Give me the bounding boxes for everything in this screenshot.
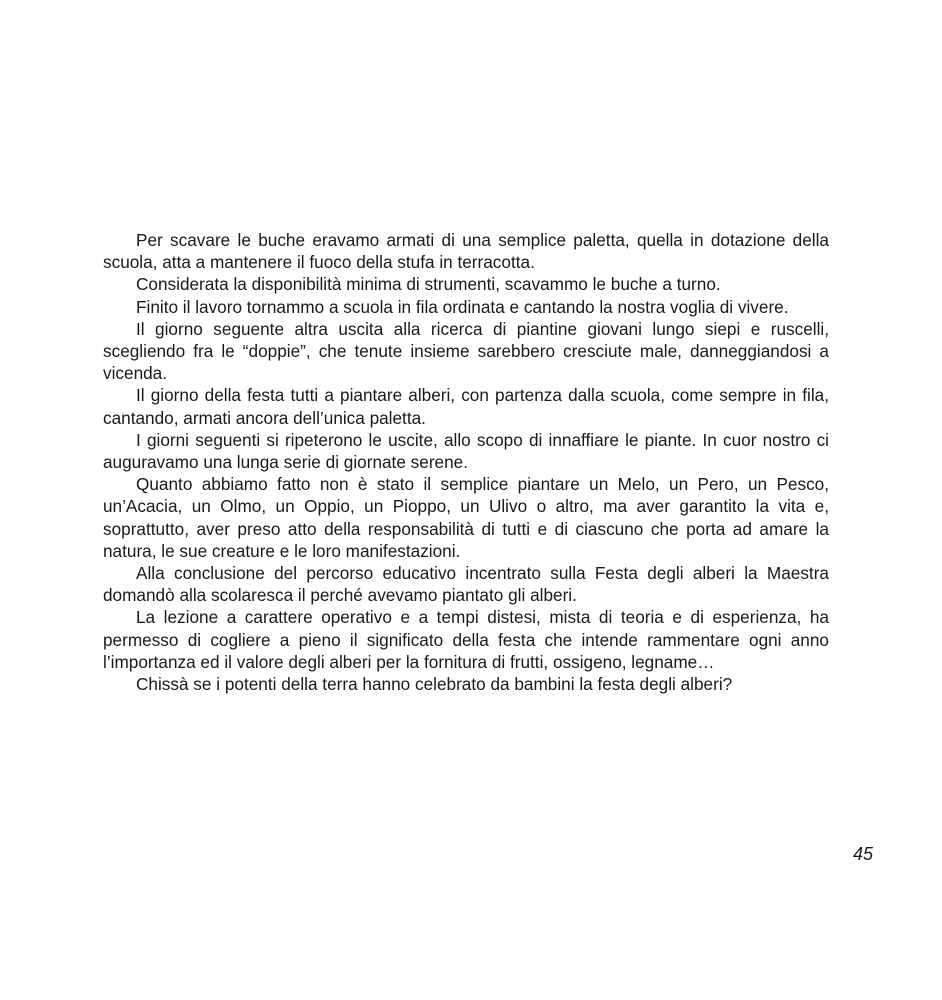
- paragraph-1: Per scavare le buche eravamo armati di una semplice paletta, quella in dotazione della scuola, atta a mantenere il fuoco della stufa in terracotta.: [103, 230, 829, 273]
- paragraph-5: Il giorno della festa tutti a piantare alberi, con partenza dalla scuola, come sempre in fila, cantando, armati ancora dell’unica paletta.: [103, 385, 829, 428]
- paragraph-9: La lezione a carattere operativo e a tempi distesi, mista di teoria e di esperienza, ha permesso di cogliere a pieno il significato della festa che intende rammentare ogni anno l’importanza ed il valore degli alberi per la fornitura di frutti, ossigeno, legname…: [103, 607, 829, 672]
- paragraph-6: I giorni seguenti si ripeterono le uscite, allo scopo di innaffiare le piante. In cuor nostro ci auguravamo una lunga serie di giornate serene.: [103, 429, 829, 473]
- paragraph-4: Il giorno seguente altra uscita alla ricerca di piantine giovani lungo siepi e ruscelli, scegliendo fra le “doppie”, che tenute insieme sarebbero cresciute male, danneggiandosi a vicenda.: [103, 318, 829, 384]
- paragraph-2: Considerata la disponibilità minima di strumenti, scavammo le buche a turno.: [136, 274, 721, 295]
- body-text: [103, 229, 829, 695]
- paragraph-7: Quanto abbiamo fatto non è stato il semplice piantare un Melo, un Pero, un Pesco, un’Acacia, un Olmo, un Oppio, un Pioppo, un Ulivo o altro, ma aver garantito la vita e, soprattutto, aver preso atto della responsabilità di tutti e di ciascuno che porta ad amare la natura, le sue creature e le loro manifestazioni.: [103, 474, 829, 561]
- page-number: 45: [852, 844, 873, 864]
- paragraph-3: Finito il lavoro tornammo a scuola in fila ordinata e cantando la nostra voglia di vivere.: [136, 296, 789, 317]
- paragraph-10: Chissà se i potenti della terra hanno celebrato da bambini la festa degli alberi?: [136, 674, 733, 695]
- paragraph-8: Alla conclusione del percorso educativo incentrato sulla Festa degli alberi la Maestra domandò alla scolaresca il perché avevamo piantato gli alberi.: [103, 563, 829, 606]
